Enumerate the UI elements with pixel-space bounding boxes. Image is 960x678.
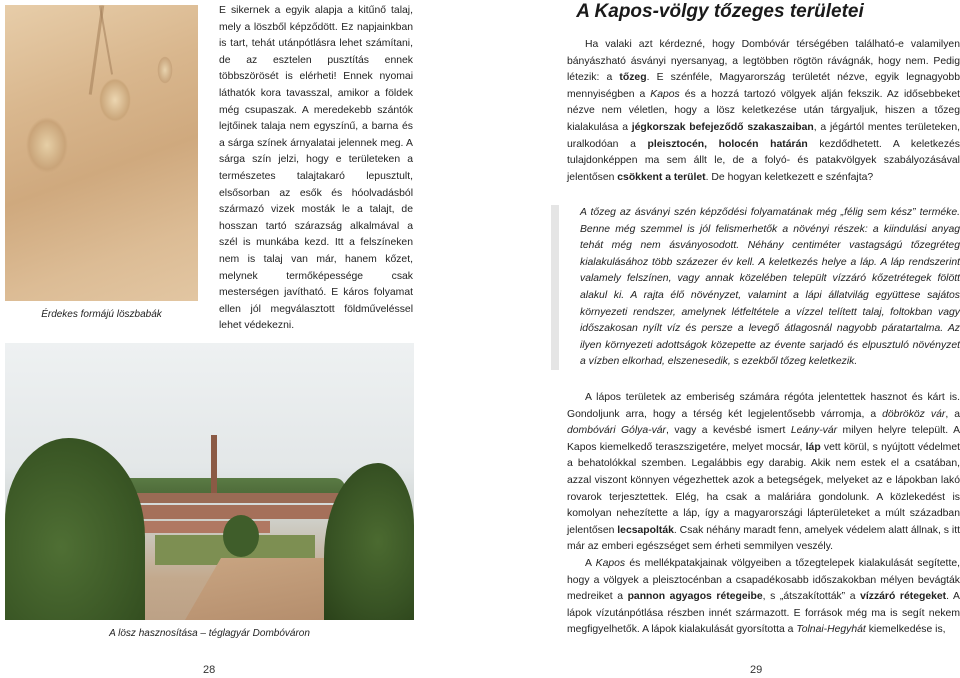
- text-run: és a hozzá tartozó völgyek alján fekszik. Az idősebbeket nézve nem véletlen, hogy a lösz keletkezése után tárgyaljuk, hiszen a tőzeg kialakulása a: [567, 88, 960, 133]
- bold-term: pannon agyagos rétegeibe: [627, 591, 763, 603]
- bold-term: csökkent a terület: [617, 171, 706, 183]
- text-run: . De hogyan keletkezett e szénfajta?: [705, 171, 874, 183]
- bold-term: láp: [805, 441, 821, 453]
- text-run: . E szénféle, Magyarország területét nézve, egyik legnagyobb mennyiségben a: [567, 72, 960, 100]
- italic-term: Leány-vár: [790, 425, 838, 437]
- text-run: A lápos területek az emberiség számára régóta jelentettek hasznot és kárt is. Gondoljunk arra, hogy a térség két legjelentősebb várromja, a: [567, 392, 960, 420]
- bold-term: pleisztocén, holocén határán: [647, 138, 808, 150]
- text-run: kiemelkedése is,: [865, 624, 946, 636]
- text-run: , s „átszakították” a: [762, 591, 861, 603]
- text-run: , a jégártól mentes területeken, uralkodóan a: [567, 121, 960, 150]
- intro-paragraph: [567, 37, 960, 186]
- text-run: Ha valaki azt kérdezné, hogy Dombóvár térségében található-e valamilyen bányászható ásványi nyersanyag, a legtöbben rögtön rávágnák, hogy nem. Pedig létezik: a: [567, 39, 960, 84]
- body-paragraph: [567, 390, 960, 556]
- brickworks-photo-caption: A lösz hasznosítása – téglagyár Dombóváron: [109, 628, 310, 639]
- peat-quote: A tőzeg az ásványi szén képződési folyamatának még „félig sem kész” terméke. Benne még szemmel is jól felismerhetők a növényi részek: a kiindulási anyag tehát még nem ásványosodott. Néhány centiméter vastagságú tőzegréteg kialakulásához több százezer év kell. A keletkezés helye a láp. A láp rendszerint valamely felszínen, vagy annak közelében települt vízzáró kőzetrétegek fölött alakul ki. A rajta élő növényzet, valamint a lápi állatvilág együttese sajátos környezeti rendszer, amelynek létfeltétele a vízzel telített talaj, foltokban vagy időszakosan nyílt víz és persze a levegő átlagosnál nagyobb páratartalma. Az ilyen környezeti adottságok közepette az évente sarjadó és elpusztuló növényzet a vízben elkorhad, elszenesedik, s ezekből tőzeg keletkezik.: [580, 207, 960, 368]
- photo-tree: [223, 515, 259, 557]
- text-run: , a: [945, 408, 960, 420]
- bold-term: vízzáró rétegeket: [860, 591, 947, 603]
- right-body-text: [567, 390, 960, 639]
- section-title: A Kapos-völgy tőzeges területei: [576, 1, 864, 22]
- text-run: és mellékpatakjainak völgyeiben a tőzegtelepek kialakulását segítette, hogy a völgyek a pleisztocénban a csapadékosabb időszakokban mélyen bevágták medreiket a: [567, 557, 960, 603]
- italic-term: dombóvári Gólya-vár: [567, 425, 667, 437]
- page-number: 29: [750, 664, 763, 676]
- text-run: milyen helyre települt. A Kapos kiemelkedő teraszszigetére, melyet mocsár,: [567, 425, 960, 453]
- brickworks-photo: [5, 343, 414, 620]
- photo-trees-left: [5, 438, 145, 620]
- italic-term: Tolnai-Hegyhát: [796, 624, 866, 636]
- page-number: 28: [203, 664, 216, 676]
- text-run: kezdődhetett. A keletkezés tulajdonképpen ma sem állt le, de a folyó- és patakvölgyek szabályozásával jelentősen: [567, 138, 960, 183]
- quote-bar: [551, 205, 559, 370]
- text-run: . A lápok vízutánpótlása részben innét származott. E források még ma is segít nekem megfigyelhetők. A lápok kialakulását gyorsította a: [567, 591, 960, 636]
- left-text-part: A sárga szín jelzi, hogy e területeken a természetes talajtakaró lepusztult, elsősorban az esők és hóolvadásból származó vizek mosták le a talajt, de hosszan tartó szárazság alkalmával a szél is munkába kezd. Itt a felszíneken nem is talaj van már, hanem kőzet, melynek termőképessége csak mesterségen javítható. E káros folyamat ellen jól megválasztott földműveléssel lehet védekezni.: [219, 137, 413, 332]
- loess-photo-caption: Érdekes formájú löszbabák: [41, 309, 162, 320]
- text-run: vett körül, s nyújtott védelmet a behatolókkal szemben. Legalábbis egy darabig. Akik nem estek el a csatában, azzal viszont könnyen végezhettek azok a betegségek, melyeket az e lápokban lakó rovarok terjesztettek. Elég, ha csak a maláriára gondolunk. A közlekedést is komolyan nehezítette a láp, így a magyarországi lápterületeket a múlt században jelentősen: [567, 441, 960, 536]
- italic-term: Kapos: [595, 557, 626, 569]
- left-text-part: E sikernek a egyik alapja a kitűnő talaj, mely a löszből képződött. Ez napjainkban is tart, tehát utánpótlásra lehet számítani, de az esztelen pusztítás ennek többszörösét is elérheti! Ennek nyomai láthatók kora tavasszal, amikor a földek még csupaszak. A meredekebb szántók lejtőinek talaja nem egyszínű, a barna és a sárga színek árnyalatai jelennek meg.: [219, 5, 413, 149]
- italic-term: döbrököz vár: [882, 408, 946, 420]
- italic-term: Kapos: [650, 88, 680, 100]
- body-paragraph: [567, 556, 960, 639]
- right-page: [480, 0, 960, 678]
- left-text-column: [219, 3, 413, 335]
- text-run: , vagy a kevésbé ismert: [666, 425, 791, 437]
- photo-roof: [125, 493, 355, 503]
- text-run: . Csak néhány maradt fenn, amelyek védelem alatt állnak, s itt már az emberi egészséget sem érheti semmilyen veszély.: [567, 524, 960, 553]
- bold-term: jégkorszak befejeződő szakaszaiban: [631, 121, 814, 133]
- bold-term: lecsapolták: [617, 524, 674, 536]
- photo-chimney: [211, 435, 217, 497]
- text-run: A: [585, 557, 596, 569]
- loess-dolls-photo: [5, 5, 198, 301]
- root-detail: [99, 5, 113, 74]
- bold-term: tőzeg: [619, 72, 647, 84]
